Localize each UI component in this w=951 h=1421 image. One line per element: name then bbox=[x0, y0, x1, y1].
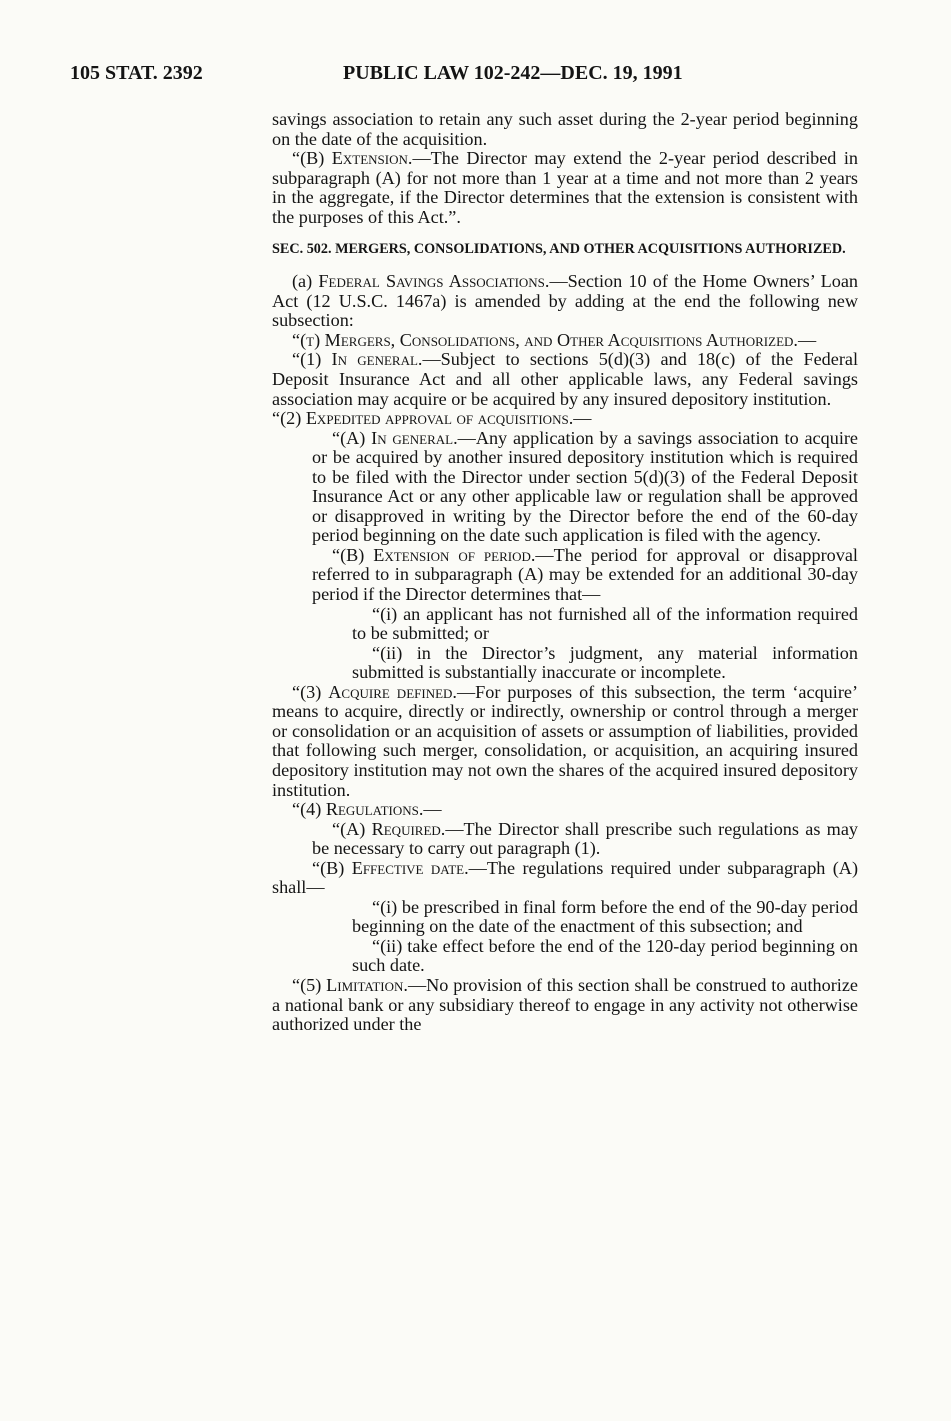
paragraph-label: “(5) bbox=[292, 974, 327, 995]
paragraph-2-heading: “(2) Expedited approval of acquisitions.— bbox=[272, 408, 592, 429]
paragraph-continuation: savings association to retain any such asset during the 2-year period beginning on the date of the acquisition. bbox=[272, 109, 858, 149]
subsection-heading: Federal Savings Associations. bbox=[318, 271, 550, 292]
paragraph-heading: Limitation. bbox=[326, 974, 408, 995]
paragraph-5 bbox=[272, 976, 858, 1035]
paragraph-4b bbox=[272, 859, 858, 898]
subparagraph-heading: Extension of period. bbox=[373, 544, 536, 565]
clause-4b-i: “(i) be prescribed in final form before the end of the 90-day period beginning on the date of the enactment of this subsection; and bbox=[352, 896, 858, 937]
subparagraph-label: “(A) bbox=[332, 427, 372, 448]
subparagraph-label: “(B) bbox=[332, 544, 374, 565]
subsection-text: —Section 10 of the Home Owners’ Loan Act (12 U.S.C. 1467a) is amended by adding at the end the following new subsection: bbox=[272, 271, 859, 331]
subparagraph-heading: In general. bbox=[371, 427, 458, 448]
paragraph-label: “(1) bbox=[292, 349, 332, 370]
subsection-t-heading: “(t) Mergers, Consolidations, and Other Acquisitions Authorized.— bbox=[292, 329, 817, 350]
clause-2b-ii: “(ii) in the Director’s judgment, any material information submitted is substantially inaccurate or incomplete. bbox=[352, 642, 858, 683]
paragraph-4-heading: “(4) Regulations.— bbox=[292, 799, 442, 820]
subparagraph-text: —Any application by a savings association to acquire or be acquired by another insured depository institution which is required to be filed with the Director under section 5(d)(3) of the Federal Deposit Insurance Act or any other applicable law or regulation shall be approved or disapproved in writing by the Director before the end of the 60-day period beginning on the date such application is filed with the agency. bbox=[312, 427, 859, 546]
statute-page-number: 105 STAT. 2392 bbox=[70, 62, 203, 84]
subparagraph-label: “(B) bbox=[312, 857, 352, 878]
subparagraph-b-extension bbox=[272, 149, 858, 227]
paragraph-text: —No provision of this section shall be construed to authorize a national bank or any subsidiary thereof to engage in any activity not otherwise authorized under the bbox=[272, 974, 859, 1035]
paragraph-2b bbox=[312, 546, 858, 605]
paragraph-4a bbox=[312, 820, 858, 859]
page-header bbox=[70, 62, 881, 88]
running-title: PUBLIC LAW 102-242—DEC. 19, 1991 bbox=[343, 62, 683, 84]
paragraph-2a bbox=[312, 429, 858, 546]
paragraph-heading: Acquire defined. bbox=[328, 681, 457, 702]
body-text bbox=[272, 110, 858, 1035]
paragraph-3 bbox=[272, 683, 858, 800]
paragraph-text: —Subject to sections 5(d)(3) and 18(c) of the Federal Deposit Insurance Act and all other applicable laws, any Federal savings association may acquire or be acquired by any insured depository institution. bbox=[272, 349, 859, 409]
subparagraph-text: —The period for approval or disapproval referred to in subparagraph (A) may be extended for an additional 30-day period if the Director determines that— bbox=[312, 544, 858, 605]
paragraph-heading: In general. bbox=[331, 349, 423, 370]
clause-4b-ii: “(ii) take effect before the end of the 120-day period beginning on such date. bbox=[352, 935, 858, 976]
subsection-a bbox=[272, 272, 858, 331]
subparagraph-label: “(A) bbox=[332, 818, 372, 839]
paragraph-label: “(3) bbox=[292, 681, 329, 702]
section-heading: SEC. 502. MERGERS, CONSOLIDATIONS, AND OTHER ACQUISITIONS AUTHORIZED. bbox=[272, 241, 846, 258]
subparagraph-heading: “(B) Extension. bbox=[292, 148, 413, 169]
subparagraph-text: —The Director shall prescribe such regulations as may be necessary to carry out paragraph (1). bbox=[312, 818, 858, 859]
subparagraph-text: —The Director may extend the 2-year period described in subparagraph (A) for not more than 1 year at a time and not more than 2 years in the aggregate, if the Director determines that the extension is consistent with the purposes of this Act.”. bbox=[272, 148, 858, 227]
paragraph-1 bbox=[272, 350, 858, 409]
subparagraph-text: —The regulations required under subparagraph (A) shall— bbox=[272, 857, 858, 898]
paragraph-text: —For purposes of this subsection, the term ‘acquire’ means to acquire, directly or indirectly, ownership or control through a merger or consolidation or an acquisition of assets or assumption of liabilities, provided that following such merger, consolidation, or acquisition, an acquiring insured depository institution may not own the shares of the acquired insured depository institution. bbox=[272, 681, 859, 800]
subsection-label: (a) bbox=[292, 271, 319, 292]
clause-2b-i: “(i) an applicant has not furnished all of the information required to be submitted; or bbox=[352, 603, 858, 644]
subparagraph-heading: Required. bbox=[371, 818, 446, 839]
subparagraph-heading: Effective date. bbox=[351, 857, 469, 878]
